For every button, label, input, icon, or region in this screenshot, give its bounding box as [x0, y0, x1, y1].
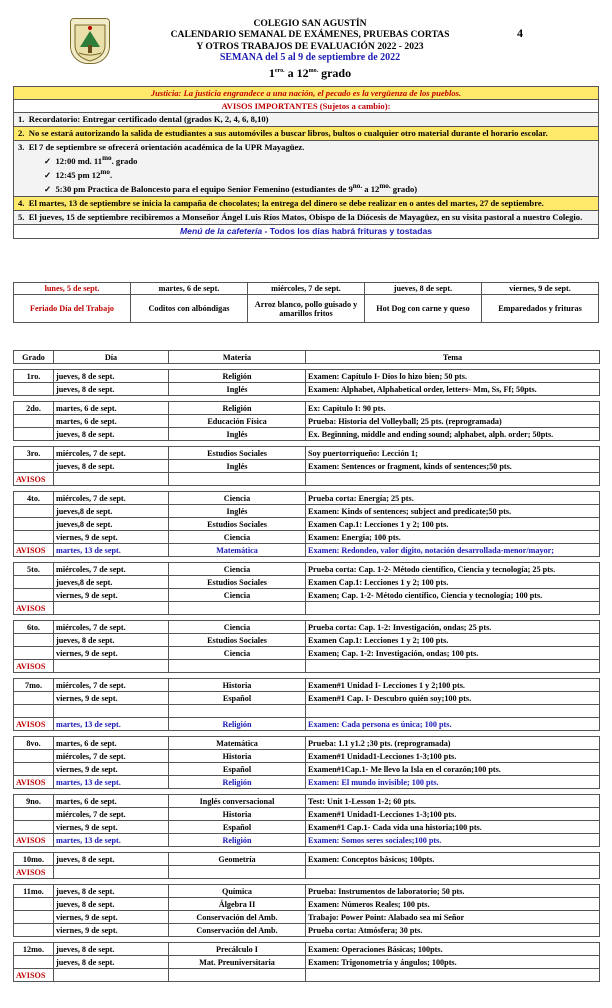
day-cell: viernes, 9 de sept. — [54, 924, 169, 937]
menu-item: Coditos con albóndigas — [131, 295, 248, 323]
day-cell: viernes, 9 de sept. — [54, 647, 169, 660]
grade-cell — [14, 692, 54, 705]
topic-cell: Examen: Operaciones Básicas; 100pts. — [306, 943, 600, 956]
grade-cell — [14, 763, 54, 776]
subject-cell: Español — [169, 692, 306, 705]
table-row — [14, 943, 600, 956]
topic-cell: Examen; Cap. 1-2- Método científico, Ciencia y tecnología; 100 pts. — [306, 589, 600, 602]
aviso-topic-cell: Examen: Somos seres sociales;100 pts. — [306, 834, 600, 847]
grade-cell: 3ro. — [14, 447, 54, 460]
day-cell: miércoles, 7 de sept. — [54, 492, 169, 505]
subject-cell: Estudios Sociales — [169, 518, 306, 531]
table-row — [14, 428, 600, 441]
topic-cell: Examen: Números Reales; 100 pts. — [306, 898, 600, 911]
aviso-subject-cell: Religión — [169, 776, 306, 789]
avisos-row — [14, 866, 600, 879]
table-row — [14, 576, 600, 589]
table-row — [14, 679, 600, 692]
subject-cell: Geometría — [169, 853, 306, 866]
aviso-topic-cell — [306, 473, 600, 486]
day-cell: martes, 6 de sept. — [54, 737, 169, 750]
school-name: COLEGIO SAN AGUSTÍN — [253, 18, 367, 29]
aviso-topic-cell — [306, 602, 600, 615]
table-row — [14, 492, 600, 505]
day-cell: viernes, 9 de sept. — [54, 692, 169, 705]
grade-cell — [14, 589, 54, 602]
subject-cell: Español — [169, 821, 306, 834]
topic-cell: Test: Unit 1-Lesson 1-2; 60 pts. — [306, 795, 600, 808]
menu-day: lunes, 5 de sept. — [14, 283, 131, 295]
day-cell: miércoles, 7 de sept. — [54, 447, 169, 460]
aviso-topic-cell: Examen: Redondeo, valor dígito, notación desarrollada-menor/mayor; — [306, 544, 600, 557]
avisos-importantes-box — [13, 86, 599, 239]
grade-cell — [14, 518, 54, 531]
day-cell: jueves, 8 de sept. — [54, 428, 169, 441]
avisos-label: AVISOS — [14, 834, 54, 847]
aviso-subject-cell: Religión — [169, 718, 306, 731]
subject-cell: Ciencia — [169, 531, 306, 544]
subject-cell: Química — [169, 885, 306, 898]
grade-cell — [14, 924, 54, 937]
table-row — [14, 518, 600, 531]
grade-cell — [14, 821, 54, 834]
subject-cell: Inglés — [169, 460, 306, 473]
table-row — [14, 750, 600, 763]
grade-cell — [14, 898, 54, 911]
subject-cell: Educación Física — [169, 415, 306, 428]
aviso-subject-cell: Matemática — [169, 544, 306, 557]
topic-cell: Prueba: 1.1 y1.2 ;30 pts. (reprogramada) — [306, 737, 600, 750]
topic-cell: Trabajo: Power Point: Alabado sea mi Señor — [306, 911, 600, 924]
day-cell: martes, 6 de sept. — [54, 415, 169, 428]
avisos-title: AVISOS IMPORTANTES (Sujetos a cambio): — [14, 100, 599, 113]
subject-cell: Ciencia — [169, 492, 306, 505]
subject-cell: Español — [169, 763, 306, 776]
grade-cell: 4to. — [14, 492, 54, 505]
grade-cell: 8vo. — [14, 737, 54, 750]
day-cell — [54, 705, 169, 718]
subject-cell: Estudios Sociales — [169, 447, 306, 460]
table-row — [14, 705, 600, 718]
grade-cell — [14, 415, 54, 428]
table-row — [14, 460, 600, 473]
subject-cell: Ciencia — [169, 563, 306, 576]
table-row — [14, 370, 600, 383]
table-row — [14, 383, 600, 396]
avisos-label: AVISOS — [14, 776, 54, 789]
cafeteria-menu-table — [13, 282, 599, 323]
day-cell: jueves, 8 de sept. — [54, 634, 169, 647]
avisos-row — [14, 969, 600, 982]
table-row — [14, 853, 600, 866]
week-label: SEMANA del 5 al 9 de septiembre de 2022 — [219, 52, 401, 64]
menu-item: Emparedados y frituras — [482, 295, 599, 323]
day-cell: miércoles, 7 de sept. — [54, 679, 169, 692]
avisos-row — [14, 834, 600, 847]
avisos-label: AVISOS — [14, 473, 54, 486]
table-row — [14, 821, 600, 834]
aviso-subject-cell — [169, 866, 306, 879]
aviso-topic-cell: Examen: El mundo invisible; 100 pts. — [306, 776, 600, 789]
topic-cell: Ex. Beginning, middle and ending sound; alphabet, alph. order; 50pts. — [306, 428, 600, 441]
topic-cell: Prueba corta: Cap. 1-2- Método científico, Ciencia y tecnología; 25 pts. — [306, 563, 600, 576]
topic-cell: Examen#1 Unidad1-Lecciones 1-3;100 pts. — [306, 750, 600, 763]
table-row — [14, 531, 600, 544]
grade-cell — [14, 460, 54, 473]
subject-cell: Inglés — [169, 505, 306, 518]
topic-cell: Examen: Kinds of sentences; subject and predicate;50 pts. — [306, 505, 600, 518]
page-number: 4 — [517, 26, 523, 40]
subject-cell: Estudios Sociales — [169, 634, 306, 647]
subject-cell: Álgebra II — [169, 898, 306, 911]
subject-cell: Mat. Preuniversitaria — [169, 956, 306, 969]
menu-day: jueves, 8 de sept. — [365, 283, 482, 295]
day-cell: jueves, 8 de sept. — [54, 383, 169, 396]
topic-cell: Examen#1 Unidad1-Lecciones 1-3;100 pts. — [306, 808, 600, 821]
aviso-item-1: 1. Recordatorio: Entregar certificado dental (grados K, 2, 4, 6, 8,10) — [14, 113, 599, 127]
aviso-day-cell — [54, 969, 169, 982]
table-row — [14, 447, 600, 460]
table-row — [14, 589, 600, 602]
subject-cell: Ciencia — [169, 621, 306, 634]
topic-cell — [306, 705, 600, 718]
subject-cell: Historia — [169, 808, 306, 821]
subject-cell: Conservación del Amb. — [169, 924, 306, 937]
subject-cell: Historia — [169, 679, 306, 692]
column-header-dia: Día — [54, 351, 169, 364]
avisos-row — [14, 473, 600, 486]
column-header-materia: Materia — [169, 351, 306, 364]
cafeteria-menu-title: Menú de la cafetería - Todos los días habrá frituras y tostadas — [14, 224, 599, 238]
aviso-day-cell: martes, 13 de sept. — [54, 776, 169, 789]
grade-cell: 2do. — [14, 402, 54, 415]
column-header-grado: Grado — [14, 351, 54, 364]
topic-cell: Examen#1 Cap.1- Cada vida una historia;100 pts. — [306, 821, 600, 834]
day-cell: viernes, 9 de sept. — [54, 911, 169, 924]
menu-day: viernes, 9 de sept. — [482, 283, 599, 295]
avisos-row — [14, 544, 600, 557]
aviso-day-cell — [54, 473, 169, 486]
subject-cell: Historia — [169, 750, 306, 763]
avisos-row — [14, 776, 600, 789]
aviso-subject-cell — [169, 660, 306, 673]
grade-cell — [14, 531, 54, 544]
aviso-day-cell: martes, 13 de sept. — [54, 834, 169, 847]
day-cell: jueves, 8 de sept. — [54, 460, 169, 473]
avisos-label: AVISOS — [14, 969, 54, 982]
aviso-subject-cell — [169, 602, 306, 615]
day-cell: viernes, 9 de sept. — [54, 589, 169, 602]
grade-cell: 1ro. — [14, 370, 54, 383]
day-cell: jueves, 8 de sept. — [54, 956, 169, 969]
table-row — [14, 763, 600, 776]
aviso-day-cell: martes, 13 de sept. — [54, 718, 169, 731]
table-row — [14, 634, 600, 647]
table-row — [14, 911, 600, 924]
day-cell: miércoles, 7 de sept. — [54, 621, 169, 634]
table-row — [14, 808, 600, 821]
topic-cell: Prueba: Instrumentos de laboratorio; 50 pts. — [306, 885, 600, 898]
aviso-check-2: ✓ 12:45 pm $12^{mo}$. — [44, 167, 113, 180]
table-row — [14, 402, 600, 415]
topic-cell: Ex: Capítulo I: 90 pts. — [306, 402, 600, 415]
day-cell: martes, 6 de sept. — [54, 795, 169, 808]
grade-cell: 6to. — [14, 621, 54, 634]
subject-cell: Ciencia — [169, 589, 306, 602]
avisos-label: AVISOS — [14, 660, 54, 673]
aviso-item-5: 5. El jueves, 15 de septiembre recibiremos a Monseñor Ángel Luis Ríos Matos, Obispo de la Diócesis de Mayagüez, en su visita pastoral a nuestro Colegio. — [14, 210, 599, 224]
school-crest-logo — [70, 18, 110, 64]
day-cell: viernes, 9 de sept. — [54, 763, 169, 776]
day-cell: viernes, 9 de sept. — [54, 821, 169, 834]
grade-cell — [14, 383, 54, 396]
grade-cell: 11mo. — [14, 885, 54, 898]
subject-cell: Inglés — [169, 428, 306, 441]
table-row — [14, 924, 600, 937]
header-line-1: CALENDARIO SEMANAL DE EXÁMENES, PRUEBAS CORTAS — [170, 29, 450, 41]
table-row — [14, 621, 600, 634]
menu-day: martes, 6 de sept. — [131, 283, 248, 295]
topic-cell: Examen Cap.1: Lecciones 1 y 2; 100 pts. — [306, 518, 600, 531]
topic-cell: Prueba corta: Atmósfera; 30 pts. — [306, 924, 600, 937]
day-cell: miércoles, 7 de sept. — [54, 563, 169, 576]
aviso-item-3: 3. El 7 de septiembre se ofrecerá orientación académica de la UPR Mayagüez. ✓ 12:00 md. $11^{mo}$. grado ✓ 12:45 pm $12^{mo}$. ✓ 5:30 pm Practica de Baloncesto para el equipo Senior Femenino (estudiantes de $9^{no.}$ a $12^{mo.}$ grado) — [14, 141, 599, 197]
document-header — [0, 14, 612, 84]
topic-cell: Examen: Capítulo I- Dios lo hizo bien; 50 pts. — [306, 370, 600, 383]
aviso-subject-cell — [169, 473, 306, 486]
motto: Justicia: La justicia engrandece a una nación, el pecado es la vergüenza de los pueblos. — [14, 87, 599, 100]
aviso-day-cell: martes, 13 de sept. — [54, 544, 169, 557]
aviso-subject-cell: Religión — [169, 834, 306, 847]
grade-cell — [14, 750, 54, 763]
avisos-label: AVISOS — [14, 866, 54, 879]
table-row — [14, 563, 600, 576]
table-row — [14, 898, 600, 911]
day-cell: jueves,8 de sept. — [54, 576, 169, 589]
grade-cell — [14, 634, 54, 647]
aviso-subject-cell — [169, 969, 306, 982]
menu-item: Feriado Día del Trabajo — [14, 295, 131, 323]
subject-cell: Inglés — [169, 383, 306, 396]
menu-item: Arroz blanco, pollo guisado y amarillos fritos — [248, 295, 365, 323]
subject-cell: Precálculo I — [169, 943, 306, 956]
topic-cell: Examen: Sentences or fragment, kinds of sentences;50 pts. — [306, 460, 600, 473]
subject-cell: Conservación del Amb. — [169, 911, 306, 924]
header-text — [140, 18, 480, 81]
aviso-day-cell — [54, 866, 169, 879]
day-cell: jueves, 8 de sept. — [54, 943, 169, 956]
day-cell: jueves, 8 de sept. — [54, 370, 169, 383]
avisos-row — [14, 718, 600, 731]
day-cell: miércoles, 7 de sept. — [54, 750, 169, 763]
grade-cell: 9no. — [14, 795, 54, 808]
evaluation-schedule-table — [13, 350, 600, 982]
subject-cell: Estudios Sociales — [169, 576, 306, 589]
header-line-2: Y OTROS TRABAJOS DE EVALUACIÓN 2022 - 2023 — [196, 40, 424, 52]
topic-cell: Soy puertorriqueño: Lección 1; — [306, 447, 600, 460]
subject-cell: Ciencia — [169, 647, 306, 660]
table-row — [14, 415, 600, 428]
grade-cell: 7mo. — [14, 679, 54, 692]
grade-cell — [14, 505, 54, 518]
grade-cell: 5to. — [14, 563, 54, 576]
grade-cell — [14, 647, 54, 660]
avisos-label: AVISOS — [14, 602, 54, 615]
aviso-topic-cell — [306, 866, 600, 879]
topic-cell: Examen#1Cap.1- Me llevo la Isla en el corazón;100 pts. — [306, 763, 600, 776]
grade-cell — [14, 576, 54, 589]
topic-cell: Examen#1 Unidad I- Lecciones 1 y 2;100 pts. — [306, 679, 600, 692]
topic-cell: Prueba corta: Cap. 1-2: Investigación, ondas; 25 pts. — [306, 621, 600, 634]
column-header-tema: Tema — [306, 351, 600, 364]
aviso-day-cell — [54, 660, 169, 673]
avisos-row — [14, 602, 600, 615]
aviso-topic-cell — [306, 969, 600, 982]
topic-cell: Examen Cap.1: Lecciones 1 y 2; 100 pts. — [306, 576, 600, 589]
grade-cell — [14, 808, 54, 821]
avisos-label: AVISOS — [14, 544, 54, 557]
subject-cell: Religión — [169, 370, 306, 383]
subject-cell — [169, 705, 306, 718]
aviso-topic-cell: Examen: Cada persona es única; 100 pts. — [306, 718, 600, 731]
aviso-item-2: 2. No se estará autorizando la salida de estudiantes a sus automóviles a buscar libros, bultos o cualquier otro material durante el horario escolar. — [14, 127, 599, 141]
topic-cell: Examen; Cap. 1-2: Investigación, ondas; 100 pts. — [306, 647, 600, 660]
aviso-check-3: ✓ 5:30 pm Practica de Baloncesto para el equipo Senior Femenino (estudiantes de $9^{no.}$ a $12^{mo.}$ grado) — [44, 181, 418, 194]
aviso-item-4: 4. El martes, 13 de septiembre se inicia la campaña de chocolates; la entrega del dinero se debe realizar en o antes del martes, 27 de septiembre. — [14, 196, 599, 210]
grade-cell: 10mo. — [14, 853, 54, 866]
table-row — [14, 795, 600, 808]
day-cell: jueves, 8 de sept. — [54, 853, 169, 866]
topic-cell: Examen: Alphabet, Alphabetical order, letters- Mm, Ss, Ff; 50pts. — [306, 383, 600, 396]
topic-cell: Prueba: Historia del Volleyball; 25 pts. (reprogramada) — [306, 415, 600, 428]
table-row — [14, 647, 600, 660]
grade-range: $1^{ero.}$ a $12^{mo.}$ grado — [268, 65, 352, 80]
topic-cell: Examen: Energía; 100 pts. — [306, 531, 600, 544]
table-row — [14, 956, 600, 969]
aviso-topic-cell — [306, 660, 600, 673]
menu-day: miércoles, 7 de sept. — [248, 283, 365, 295]
day-cell: jueves,8 de sept. — [54, 518, 169, 531]
aviso-check-1: ✓ 12:00 md. $11^{mo}$. grado — [44, 154, 138, 166]
day-cell: jueves,8 de sept. — [54, 505, 169, 518]
topic-cell: Examen: Conceptos básicos; 100pts. — [306, 853, 600, 866]
avisos-label: AVISOS — [14, 718, 54, 731]
topic-cell: Examen Cap.1: Lecciones 1 y 2; 100 pts. — [306, 634, 600, 647]
day-cell: miércoles, 7 de sept. — [54, 808, 169, 821]
avisos-row — [14, 660, 600, 673]
table-row — [14, 737, 600, 750]
menu-item: Hot Dog con carne y queso — [365, 295, 482, 323]
grade-cell — [14, 705, 54, 718]
grade-cell: 12mo. — [14, 943, 54, 956]
grade-cell — [14, 428, 54, 441]
grade-cell — [14, 911, 54, 924]
aviso-day-cell — [54, 602, 169, 615]
subject-cell: Inglés conversacional — [169, 795, 306, 808]
day-cell: jueves, 8 de sept. — [54, 898, 169, 911]
topic-cell: Examen#1 Cap. I- Descubro quién soy;100 pts. — [306, 692, 600, 705]
day-cell: jueves, 8 de sept. — [54, 885, 169, 898]
subject-cell: Religión — [169, 402, 306, 415]
grade-cell — [14, 956, 54, 969]
day-cell: martes, 6 de sept. — [54, 402, 169, 415]
table-row — [14, 885, 600, 898]
subject-cell: Matemática — [169, 737, 306, 750]
table-row — [14, 505, 600, 518]
topic-cell: Examen: Trigonometría y ángulos; 100pts. — [306, 956, 600, 969]
day-cell: viernes, 9 de sept. — [54, 531, 169, 544]
table-row — [14, 692, 600, 705]
topic-cell: Prueba corta: Energía; 25 pts. — [306, 492, 600, 505]
